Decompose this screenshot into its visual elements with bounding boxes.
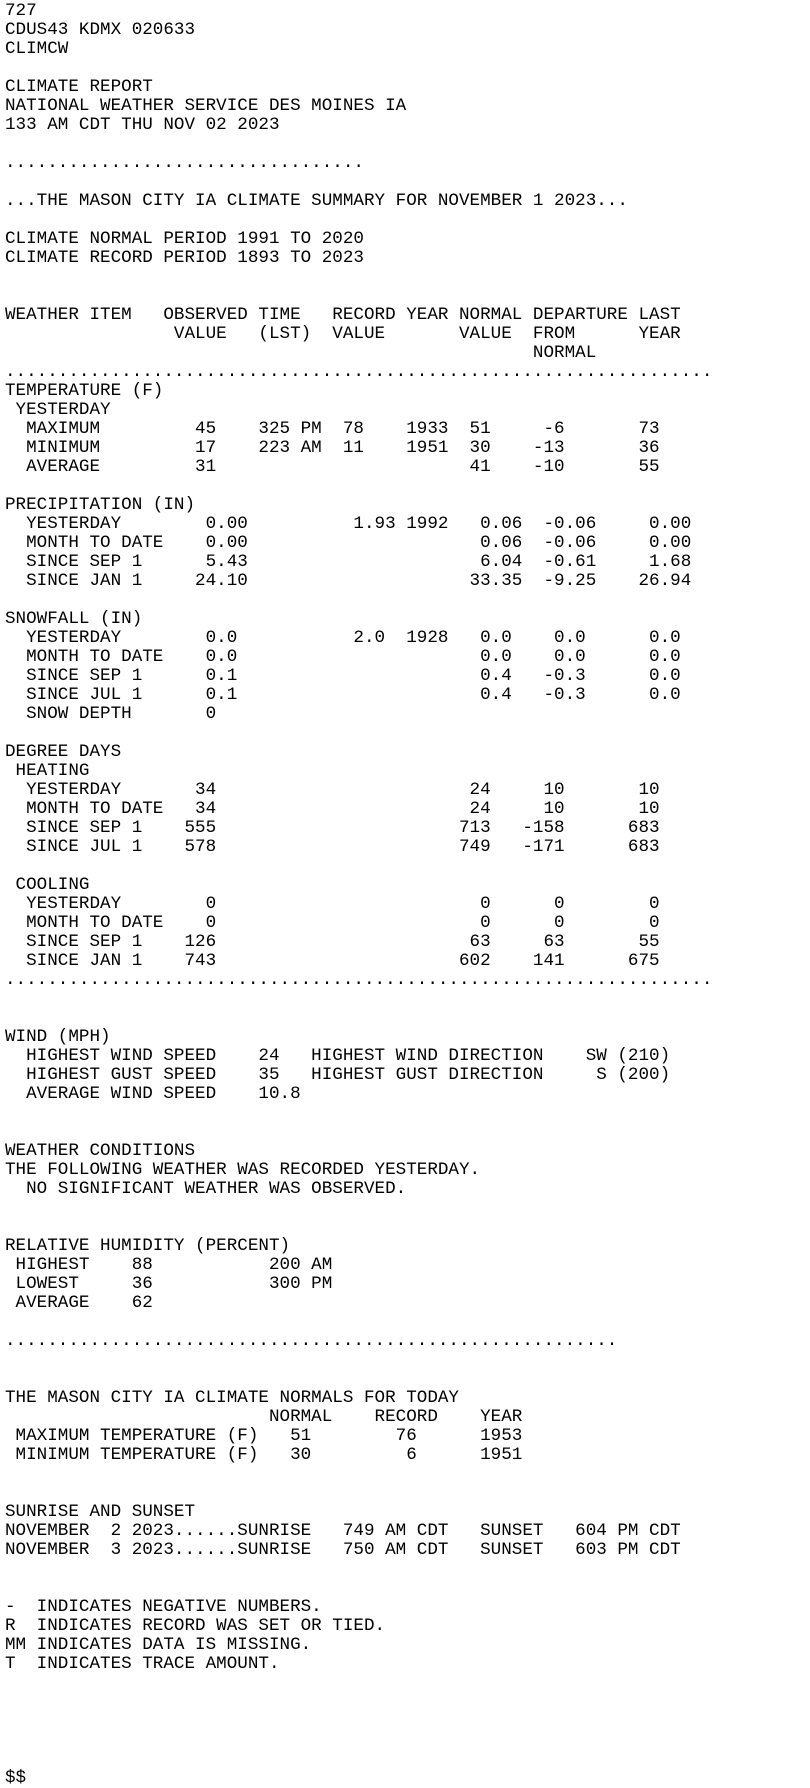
report-line [5, 1712, 810, 1731]
report-line: YESTERDAY 0.0 2.0 1928 0.0 0.0 0.0 [5, 628, 681, 648]
report-line [5, 59, 810, 78]
report-line: MONTH TO DATE 34 24 10 10 [5, 799, 660, 819]
report-line: NORMAL RECORD YEAR [5, 1407, 523, 1427]
report-line: VALUE (LST) VALUE VALUE FROM YEAR [5, 324, 681, 344]
report-line [5, 1104, 810, 1123]
report-line [5, 1009, 810, 1028]
report-line: SINCE SEP 1 555 713 -158 683 [5, 818, 660, 838]
report-line [5, 1465, 810, 1484]
report-line: AVERAGE 31 41 -10 55 [5, 457, 660, 477]
report-line: SINCE SEP 1 5.43 6.04 -0.61 1.68 [5, 552, 692, 572]
report-line [5, 1218, 810, 1237]
report-line: LOWEST 36 300 PM [5, 1274, 333, 1294]
report-line: CLIMATE RECORD PERIOD 1893 TO 2023 [5, 248, 364, 268]
report-line [5, 724, 810, 743]
report-line: RELATIVE HUMIDITY (PERCENT) [5, 1236, 291, 1256]
report-line: AVERAGE WIND SPEED 10.8 [5, 1084, 301, 1104]
report-line: ................................................................... [5, 970, 713, 990]
report-line: .......................................................... [5, 1331, 618, 1351]
report-line: .................................. [5, 153, 364, 173]
report-line [5, 857, 810, 876]
report-line: YESTERDAY [5, 400, 111, 420]
report-line [5, 268, 810, 287]
report-line: PRECIPITATION (IN) [5, 495, 196, 515]
report-line [5, 211, 810, 230]
report-line: NO SIGNIFICANT WEATHER WAS OBSERVED. [5, 1179, 407, 1199]
report-line [5, 1351, 810, 1370]
report-line: MONTH TO DATE 0.00 0.06 -0.06 0.00 [5, 533, 692, 553]
report-line [5, 990, 810, 1009]
report-line: MONTH TO DATE 0.0 0.0 0.0 0.0 [5, 647, 681, 667]
report-line: NOVEMBER 3 2023......SUNRISE 750 AM CDT SUNSET 603 PM CDT [5, 1540, 681, 1560]
report-line: SINCE JAN 1 24.10 33.35 -9.25 26.94 [5, 571, 692, 591]
report-line [5, 591, 810, 610]
report-line: THE MASON CITY IA CLIMATE NORMALS FOR TODAY [5, 1388, 459, 1408]
report-line [5, 1731, 810, 1750]
report-line: NOVEMBER 2 2023......SUNRISE 749 AM CDT SUNSET 604 PM CDT [5, 1521, 681, 1541]
report-line: THE FOLLOWING WEATHER WAS RECORDED YESTERDAY. [5, 1160, 481, 1180]
report-line: SNOW DEPTH 0 [5, 704, 217, 724]
report-line: YESTERDAY 0 0 0 0 [5, 894, 660, 914]
report-line: MONTH TO DATE 0 0 0 0 [5, 913, 660, 933]
report-line [5, 1560, 810, 1579]
report-line [5, 1750, 810, 1769]
report-line: WIND (MPH) [5, 1027, 111, 1047]
report-line [5, 287, 810, 306]
report-line: HIGHEST WIND SPEED 24 HIGHEST WIND DIRECTION SW (210) [5, 1046, 671, 1066]
report-line: MINIMUM 17 223 AM 11 1951 30 -13 36 [5, 438, 660, 458]
report-line [5, 1370, 810, 1389]
report-line: 133 AM CDT THU NOV 02 2023 [5, 115, 280, 135]
report-line: CLIMATE NORMAL PERIOD 1991 TO 2020 [5, 229, 364, 249]
report-line: HIGHEST 88 200 AM [5, 1255, 333, 1275]
report-line: YESTERDAY 0.00 1.93 1992 0.06 -0.06 0.00 [5, 514, 692, 534]
report-line [5, 1484, 810, 1503]
report-line: SNOWFALL (IN) [5, 609, 143, 629]
report-line: AVERAGE 62 [5, 1293, 153, 1313]
report-line: DEGREE DAYS [5, 742, 122, 762]
report-line: - INDICATES NEGATIVE NUMBERS. [5, 1597, 322, 1617]
report-line: R INDICATES RECORD WAS SET OR TIED. [5, 1616, 386, 1636]
report-line [5, 1123, 810, 1142]
report-line: MAXIMUM TEMPERATURE (F) 51 76 1953 [5, 1426, 523, 1446]
report-line [5, 135, 810, 154]
report-line [5, 1579, 810, 1598]
report-line [5, 1313, 810, 1332]
report-line: HEATING [5, 761, 90, 781]
report-line [5, 477, 810, 496]
report-line [5, 1693, 810, 1712]
report-line: COOLING [5, 875, 90, 895]
report-line [5, 1674, 810, 1693]
report-line: SINCE SEP 1 126 63 63 55 [5, 932, 660, 952]
report-line: ...THE MASON CITY IA CLIMATE SUMMARY FOR NOVEMBER 1 2023... [5, 191, 628, 211]
report-line: SINCE JUL 1 0.1 0.4 -0.3 0.0 [5, 685, 681, 705]
report-line: $$ [5, 1768, 27, 1788]
report-line: WEATHER CONDITIONS [5, 1141, 196, 1161]
report-line: CDUS43 KDMX 020633 [5, 20, 196, 40]
report-line [5, 173, 810, 192]
report-line: SINCE SEP 1 0.1 0.4 -0.3 0.0 [5, 666, 681, 686]
report-line: CLIMATE REPORT [5, 77, 153, 97]
report-line: SINCE JAN 1 743 602 141 675 [5, 951, 660, 971]
report-line: MAXIMUM 45 325 PM 78 1933 51 -6 73 [5, 419, 660, 439]
report-line: T INDICATES TRACE AMOUNT. [5, 1654, 280, 1674]
report-line: 727 [5, 1, 37, 21]
report-line: MM INDICATES DATA IS MISSING. [5, 1635, 312, 1655]
report-line: CLIMCW [5, 39, 69, 59]
report-line: NORMAL [5, 343, 597, 363]
report-line: YESTERDAY 34 24 10 10 [5, 780, 660, 800]
report-line: HIGHEST GUST SPEED 35 HIGHEST GUST DIRECTION S (200) [5, 1065, 671, 1085]
report-line: ................................................................... [5, 362, 713, 382]
report-line: SINCE JUL 1 578 749 -171 683 [5, 837, 660, 857]
report-line [5, 1199, 810, 1218]
report-line: WEATHER ITEM OBSERVED TIME RECORD YEAR NORMAL DEPARTURE LAST [5, 305, 681, 325]
report-line: NATIONAL WEATHER SERVICE DES MOINES IA [5, 96, 407, 116]
report-line: TEMPERATURE (F) [5, 381, 164, 401]
report-line: MINIMUM TEMPERATURE (F) 30 6 1951 [5, 1445, 523, 1465]
report-line: SUNRISE AND SUNSET [5, 1502, 196, 1522]
